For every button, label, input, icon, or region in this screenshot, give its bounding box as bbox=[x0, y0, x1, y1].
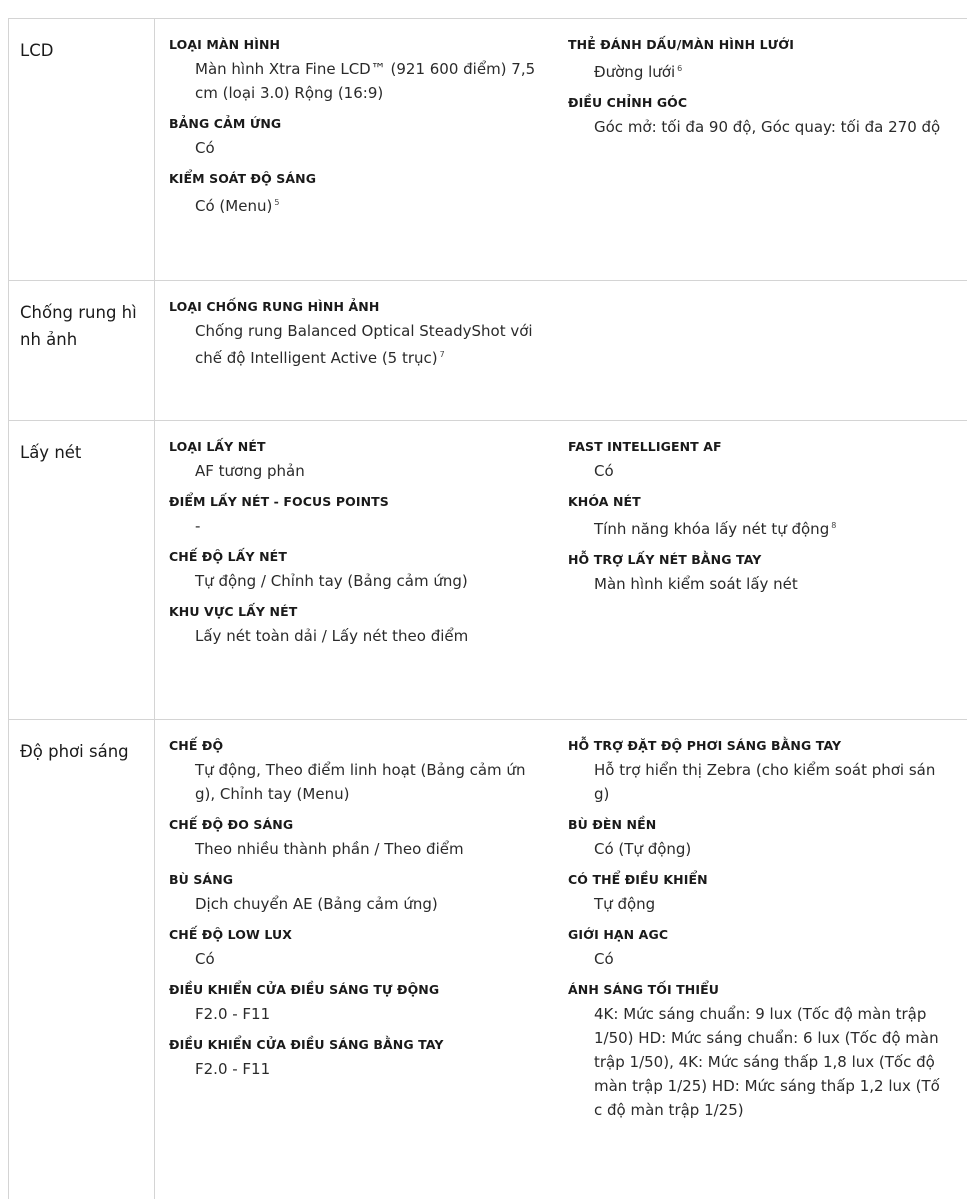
spec-label: CHẾ ĐỘ LOW LUX bbox=[169, 927, 292, 942]
spec-label: LOẠI LẤY NÉT bbox=[169, 439, 266, 454]
spec-label: BẢNG CẢM ỨNG bbox=[169, 116, 282, 131]
spec-label: HỖ TRỢ ĐẶT ĐỘ PHƠI SÁNG BẰNG TAY bbox=[568, 738, 842, 753]
spec-section-focus bbox=[8, 420, 967, 719]
spec-column bbox=[169, 299, 554, 420]
section-body bbox=[155, 421, 967, 719]
spec-value: Tự động / Chỉnh tay (Bảng cảm ứng) bbox=[195, 572, 468, 590]
spec-label: CHẾ ĐỘ bbox=[169, 738, 224, 753]
spec-column bbox=[554, 738, 944, 1199]
spec-value-row bbox=[568, 57, 944, 84]
spec-column bbox=[554, 37, 944, 280]
spec-table bbox=[8, 18, 967, 1199]
spec-value-row bbox=[169, 319, 538, 370]
section-body bbox=[155, 19, 967, 280]
spec-column bbox=[169, 37, 554, 280]
spec-label: KHU VỰC LẤY NÉT bbox=[169, 604, 298, 619]
spec-label: BÙ SÁNG bbox=[169, 872, 234, 887]
spec-label: THẺ ĐÁNH DẤU/MÀN HÌNH LƯỚI bbox=[568, 37, 794, 52]
section-body bbox=[155, 720, 967, 1199]
spec-label: LOẠI MÀN HÌNH bbox=[169, 37, 281, 52]
spec-label: GIỚI HẠN AGC bbox=[568, 927, 669, 942]
spec-value: Có (Menu) bbox=[195, 197, 273, 215]
spec-label: ĐIỀU KHIỂN CỬA ĐIỀU SÁNG BẰNG TAY bbox=[169, 1037, 444, 1052]
spec-column bbox=[169, 439, 554, 719]
spec-value: 4K: Mức sáng chuẩn: 9 lux (Tốc độ màn trập 1/50) HD: Mức sáng chuẩn: 6 lux (Tốc độ màn trập 1/50), 4K: Mức sáng thấp 1,8 lux (Tốc độ màn trập 1/25) HD: Mức sáng thấp 1,2 lux (Tốc độ màn trập 1/25) bbox=[594, 1005, 940, 1119]
spec-label: HỖ TRỢ LẤY NÉT BẰNG TAY bbox=[568, 552, 762, 567]
spec-value-row bbox=[568, 514, 944, 541]
spec-value: F2.0 - F11 bbox=[195, 1060, 271, 1078]
spec-column bbox=[169, 738, 554, 1199]
spec-value: Tự động, Theo điểm linh hoạt (Bảng cảm ứng), Chỉnh tay (Menu) bbox=[195, 761, 526, 803]
spec-value: F2.0 - F11 bbox=[195, 1005, 271, 1023]
spec-label: ĐIỂM LẤY NÉT - FOCUS POINTS bbox=[169, 494, 389, 509]
spec-label: FAST INTELLIGENT AF bbox=[568, 439, 722, 454]
spec-label: ĐIỀU KHIỂN CỬA ĐIỀU SÁNG TỰ ĐỘNG bbox=[169, 982, 440, 997]
footnote-link[interactable]: 8 bbox=[831, 521, 837, 530]
spec-value: Có bbox=[594, 462, 614, 480]
spec-value: Có bbox=[594, 950, 614, 968]
spec-label: ÁNH SÁNG TỐI THIỂU bbox=[568, 982, 719, 997]
spec-label: ĐIỀU CHỈNH GÓC bbox=[568, 95, 688, 110]
footnote-link[interactable]: 6 bbox=[677, 64, 683, 73]
spec-value: AF tương phản bbox=[195, 462, 305, 480]
spec-value: - bbox=[195, 517, 201, 535]
spec-value: Có bbox=[195, 139, 215, 157]
spec-label: KIỂM SOÁT ĐỘ SÁNG bbox=[169, 171, 317, 186]
spec-label: BÙ ĐÈN NỀN bbox=[568, 817, 657, 832]
spec-value: Màn hình kiểm soát lấy nét bbox=[594, 575, 798, 593]
spec-value: Có bbox=[195, 950, 215, 968]
section-title: Độ phơi sáng bbox=[8, 720, 155, 1199]
spec-label: LOẠI CHỐNG RUNG HÌNH ẢNH bbox=[169, 299, 380, 314]
section-title: Chống rung hình ảnh bbox=[8, 281, 155, 420]
spec-section-exposure bbox=[8, 719, 967, 1199]
spec-label: KHÓA NÉT bbox=[568, 494, 641, 509]
spec-value: Dịch chuyển AE (Bảng cảm ứng) bbox=[195, 895, 438, 913]
footnote-link[interactable]: 7 bbox=[439, 350, 445, 359]
spec-value: Tự động bbox=[594, 895, 656, 913]
spec-value: Hỗ trợ hiển thị Zebra (cho kiểm soát phơi sáng) bbox=[594, 761, 936, 803]
spec-value: Lấy nét toàn dải / Lấy nét theo điểm bbox=[195, 627, 469, 645]
spec-section-lcd bbox=[8, 18, 967, 280]
spec-label: CHẾ ĐỘ ĐO SÁNG bbox=[169, 817, 294, 832]
spec-value: Có (Tự động) bbox=[594, 840, 692, 858]
spec-column bbox=[554, 439, 944, 719]
spec-value: Màn hình Xtra Fine LCD™ (921 600 điểm) 7,5 cm (loại 3.0) Rộng (16:9) bbox=[195, 60, 536, 102]
spec-value-row bbox=[169, 191, 538, 218]
spec-label: CHẾ ĐỘ LẤY NÉT bbox=[169, 549, 287, 564]
section-body bbox=[155, 281, 967, 420]
section-title: LCD bbox=[8, 19, 155, 280]
spec-label: CÓ THỂ ĐIỀU KHIỂN bbox=[568, 872, 708, 887]
spec-value: Tính năng khóa lấy nét tự động bbox=[594, 520, 830, 538]
spec-value: Theo nhiều thành phần / Theo điểm bbox=[195, 840, 464, 858]
spec-value: Đường lưới bbox=[594, 63, 676, 81]
spec-value: Chống rung Balanced Optical SteadyShot với chế độ Intelligent Active (5 trục) bbox=[195, 322, 533, 367]
spec-value: Góc mở: tối đa 90 độ, Góc quay: tối đa 270 độ bbox=[594, 118, 941, 136]
spec-section-stabilization bbox=[8, 280, 967, 420]
section-title: Lấy nét bbox=[8, 421, 155, 719]
footnote-link[interactable]: 5 bbox=[274, 198, 280, 207]
